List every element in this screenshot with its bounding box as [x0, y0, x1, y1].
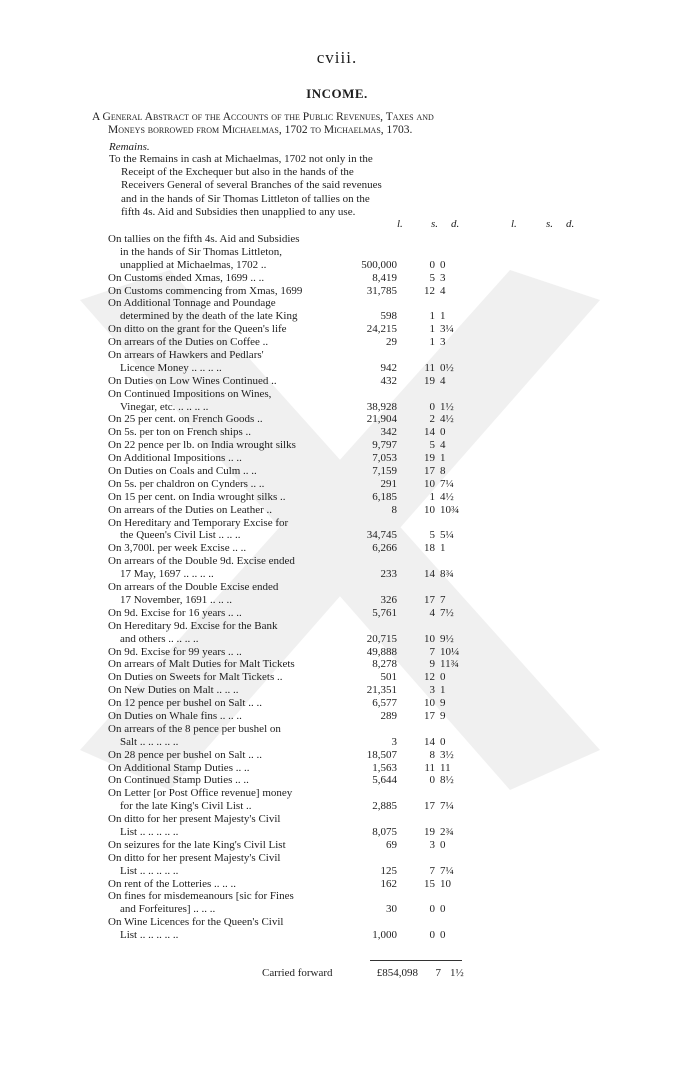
entry-pounds: 8,419 — [372, 271, 397, 284]
entry-pounds: 7,053 — [372, 452, 397, 465]
entry-description-line: On Duties on Whale fins .. .. .. — [108, 709, 242, 722]
carried-forward-label: Carried forward — [262, 967, 333, 979]
entry-shillings: 0 — [429, 774, 435, 787]
entry-description-line: On 5s. per chaldron on Cynders .. .. — [108, 477, 265, 490]
income-entry — [108, 890, 468, 916]
entry-description-line: On Duties on Sweets for Malt Tickets .. — [108, 671, 283, 684]
entry-pence: 0 — [440, 838, 446, 851]
entry-pence: 4 — [440, 374, 446, 387]
entry-description-line: On arrears of Hawkers and Pedlars' — [108, 349, 264, 362]
entry-pence: 7¼ — [440, 864, 454, 877]
income-entry — [108, 375, 468, 388]
entry-pence: 1½ — [440, 400, 454, 413]
entry-description-line: On arrears of the Double Excise ended — [108, 581, 279, 594]
entry-description-line: On arrears of Malt Duties for Malt Tickets — [108, 658, 295, 671]
entry-description-line: On Continued Impositions on Wines, — [108, 387, 272, 400]
entry-shillings: 17 — [424, 800, 435, 813]
income-entry — [108, 774, 468, 787]
income-entry — [108, 646, 468, 659]
entry-shillings: 1 — [429, 323, 435, 336]
income-entry — [108, 916, 468, 942]
income-entry — [108, 413, 468, 426]
income-entry — [108, 723, 468, 749]
abstract-heading — [92, 111, 592, 137]
entry-pence: 7 — [440, 593, 446, 606]
entry-shillings: 10 — [424, 697, 435, 710]
income-entry — [108, 323, 468, 336]
entry-description-line: for the late King's Civil List .. — [120, 800, 252, 813]
entry-shillings: 0 — [429, 400, 435, 413]
remains-heading: Remains. — [109, 141, 150, 153]
entry-pounds: 69 — [386, 838, 397, 851]
entry-description-line: On seizures for the late King's Civil List — [108, 838, 286, 851]
income-entry — [108, 813, 468, 839]
entry-description-line: On ditto for her present Majesty's Civil — [108, 851, 281, 864]
entry-shillings: 1 — [429, 336, 435, 349]
entry-description-line: On arrears of the Double 9d. Excise ended — [108, 555, 295, 568]
entry-description-line: Licence Money .. .. .. .. — [120, 361, 222, 374]
entry-description-line: List .. .. .. .. .. — [120, 825, 179, 838]
income-entry — [108, 852, 468, 878]
entry-shillings: 14 — [424, 568, 435, 581]
entry-pounds: 18,507 — [366, 748, 397, 761]
entry-pence: 5¼ — [440, 529, 454, 542]
income-entries — [108, 233, 468, 942]
entry-description-line: On 15 per cent. on India wrought silks .. — [108, 490, 286, 503]
entry-shillings: 4 — [429, 606, 435, 619]
income-entry — [108, 787, 468, 813]
entry-pence: 11 — [440, 761, 451, 774]
entry-shillings: 0 — [429, 258, 435, 271]
entry-shillings: 5 — [429, 439, 435, 452]
entry-pounds: 125 — [380, 864, 397, 877]
column-header-shillings-2: s. — [546, 218, 554, 230]
entry-pence: 2¾ — [440, 825, 454, 838]
entry-pence: 0 — [440, 735, 446, 748]
income-entry — [108, 671, 468, 684]
entry-pence: 9 — [440, 697, 446, 710]
entry-pence: 9 — [440, 709, 446, 722]
entry-shillings: 1 — [429, 310, 435, 323]
entry-pounds: 500,000 — [361, 258, 397, 271]
entry-description-line: On New Duties on Malt .. .. .. — [108, 684, 239, 697]
entry-description-line: 17 May, 1697 .. .. .. .. — [120, 568, 214, 581]
entry-description-line: On Additional Tonnage and Poundage — [108, 297, 276, 310]
entry-pence: 1 — [440, 684, 446, 697]
entry-shillings: 14 — [424, 735, 435, 748]
entry-description-line: On 5s. per ton on French ships .. — [108, 426, 251, 439]
entry-shillings: 17 — [424, 593, 435, 606]
entry-shillings: 12 — [424, 671, 435, 684]
income-entry — [108, 581, 468, 607]
entry-pounds: 20,715 — [366, 632, 397, 645]
entry-pence: 10 — [440, 877, 451, 890]
entry-pounds: 21,351 — [366, 684, 397, 697]
entry-pence: 3 — [440, 336, 446, 349]
entry-shillings: 19 — [424, 452, 435, 465]
entry-description-line: unapplied at Michaelmas, 1702 .. — [120, 258, 267, 271]
entry-pence: 10¾ — [440, 503, 460, 516]
entry-pounds: 1,000 — [372, 929, 397, 942]
carried-forward-pounds: £854,098 — [376, 967, 418, 979]
income-entry — [108, 517, 468, 543]
entry-shillings: 10 — [424, 477, 435, 490]
entry-description-line: On arrears of the Duties on Coffee .. — [108, 336, 269, 349]
entry-shillings: 5 — [429, 529, 435, 542]
entry-pounds: 8 — [391, 503, 397, 516]
income-entry — [108, 272, 468, 285]
income-entry — [108, 426, 468, 439]
entry-description-line: On 25 per cent. on French Goods .. — [108, 413, 263, 426]
entry-pence: 9½ — [440, 632, 454, 645]
entry-description-line: Salt .. .. .. .. .. — [120, 735, 179, 748]
entry-description-line: On Continued Stamp Duties .. .. — [108, 774, 249, 787]
entry-pounds: 9,797 — [372, 439, 397, 452]
entry-pence: 0 — [440, 671, 446, 684]
entry-shillings: 1 — [429, 490, 435, 503]
entry-pence: 1 — [440, 452, 446, 465]
entry-pounds: 501 — [380, 671, 397, 684]
entry-pounds: 3 — [391, 735, 397, 748]
entry-description-line: 17 November, 1691 .. .. .. — [120, 593, 232, 606]
entry-pounds: 7,159 — [372, 465, 397, 478]
entry-shillings: 17 — [424, 465, 435, 478]
entry-shillings: 18 — [424, 542, 435, 555]
income-entry — [108, 749, 468, 762]
entry-description-line: On Customs commencing from Xmas, 1699 — [108, 284, 303, 297]
entry-pounds: 24,215 — [366, 323, 397, 336]
entry-description-line: in the hands of Sir Thomas Littleton, — [120, 245, 283, 258]
entry-description-line: the Queen's Civil List .. .. .. — [120, 529, 241, 542]
income-entry — [108, 762, 468, 775]
entry-pence: 0 — [440, 903, 446, 916]
entry-description-line: and others .. .. .. .. — [120, 632, 199, 645]
entry-description-line: List .. .. .. .. .. — [120, 864, 179, 877]
entry-pounds: 233 — [380, 568, 397, 581]
entry-pounds: 1,563 — [372, 761, 397, 774]
entry-pounds: 6,185 — [372, 490, 397, 503]
entry-description-line: On arrears of the 8 pence per bushel on — [108, 722, 281, 735]
remains-line: Receivers General of several Branches of the said revenues — [121, 179, 382, 192]
entry-pence: 3¼ — [440, 323, 454, 336]
entry-shillings: 9 — [429, 658, 435, 671]
entry-pounds: 29 — [386, 336, 397, 349]
income-entry — [108, 285, 468, 298]
total-rule — [370, 960, 462, 961]
entry-description-line: On tallies on the fifth 4s. Aid and Subsidies — [108, 233, 300, 245]
entry-description-line: Vinegar, etc. .. .. .. .. — [120, 400, 209, 413]
column-header-pence: d. — [451, 218, 460, 230]
entry-pence: 10¼ — [440, 645, 460, 658]
column-header-pounds: l. — [397, 218, 403, 230]
entry-pounds: 31,785 — [366, 284, 397, 297]
entry-description-line: On 9d. Excise for 99 years .. .. — [108, 645, 242, 658]
remains-line: fifth 4s. Aid and Subsidies then unapplied to any use. — [121, 205, 356, 218]
income-entry — [108, 620, 468, 646]
entry-pence: 8 — [440, 465, 446, 478]
entry-pence: 8¾ — [440, 568, 454, 581]
income-entry — [108, 297, 468, 323]
entry-description-line: determined by the death of the late King — [120, 310, 298, 323]
section-title: INCOME. — [306, 86, 368, 101]
entry-pounds: 6,577 — [372, 697, 397, 710]
remains-line: To the Remains in cash at Michaelmas, 1702 not only in the — [109, 153, 373, 165]
entry-pounds: 291 — [380, 477, 397, 490]
entry-description-line: On 22 pence per lb. on India wrought silks — [108, 439, 296, 452]
entry-pounds: 21,904 — [366, 413, 397, 426]
entry-shillings: 14 — [424, 426, 435, 439]
entry-pence: 0 — [440, 929, 446, 942]
column-header-pence-2: d. — [566, 218, 575, 230]
entry-description-line: On arrears of the Duties on Leather .. — [108, 503, 273, 516]
entry-pounds: 34,745 — [366, 529, 397, 542]
entry-pence: 7¼ — [440, 477, 454, 490]
entry-description-line: On Hereditary 9d. Excise for the Bank — [108, 619, 278, 632]
entry-pounds: 30 — [386, 903, 397, 916]
entry-shillings: 5 — [429, 271, 435, 284]
entry-pence: 8½ — [440, 774, 454, 787]
entry-shillings: 10 — [424, 632, 435, 645]
entry-description-line: On 12 pence per bushel on Salt .. .. — [108, 697, 262, 710]
entry-pounds: 432 — [380, 374, 397, 387]
abstract-line-1: A General Abstract of the Accounts of the Public Revenues, Taxes and — [92, 111, 434, 123]
entry-pounds: 5,644 — [372, 774, 397, 787]
income-entry — [108, 504, 468, 517]
entry-pence: 3 — [440, 271, 446, 284]
entry-pounds: 326 — [380, 593, 397, 606]
income-entry — [108, 452, 468, 465]
remains-line: and in the hands of Sir Thomas Littleton of tallies on the — [121, 192, 370, 205]
income-entry — [108, 697, 468, 710]
entry-shillings: 3 — [429, 838, 435, 851]
entry-shillings: 19 — [424, 374, 435, 387]
entry-pounds: 49,888 — [366, 645, 397, 658]
entry-description-line: On rent of the Lotteries .. .. .. — [108, 877, 236, 890]
entry-pence: 4 — [440, 284, 446, 297]
entry-description-line: On Additional Stamp Duties .. .. — [108, 761, 250, 774]
entry-description-line: On Additional Impositions .. .. — [108, 452, 242, 465]
income-entry — [108, 710, 468, 723]
income-entry — [108, 684, 468, 697]
entry-description-line: and Forfeitures] .. .. .. — [120, 903, 216, 916]
income-entry — [108, 839, 468, 852]
entry-shillings: 7 — [429, 645, 435, 658]
remains-paragraph — [109, 153, 474, 219]
entry-shillings: 2 — [429, 413, 435, 426]
entry-pounds: 8,075 — [372, 825, 397, 838]
entry-pounds: 162 — [380, 877, 397, 890]
entry-pence: 4½ — [440, 490, 454, 503]
entry-pounds: 38,928 — [366, 400, 397, 413]
entry-shillings: 0 — [429, 929, 435, 942]
column-header-shillings: s. — [431, 218, 439, 230]
page-number: cviii. — [316, 48, 358, 67]
entry-shillings: 11 — [424, 361, 435, 374]
entry-pounds: 942 — [380, 361, 397, 374]
income-entry — [108, 465, 468, 478]
entry-pence: 4 — [440, 439, 446, 452]
income-entry — [108, 336, 468, 349]
entry-pounds: 289 — [380, 709, 397, 722]
entry-description-line: On Letter [or Post Office revenue] money — [108, 787, 293, 800]
income-entry — [108, 658, 468, 671]
entry-pence: 7¼ — [440, 800, 454, 813]
income-entry — [108, 349, 468, 375]
entry-shillings: 19 — [424, 825, 435, 838]
entry-pence: 4½ — [440, 413, 454, 426]
entry-description-line: On 9d. Excise for 16 years .. .. — [108, 606, 242, 619]
income-entry — [108, 607, 468, 620]
income-entry — [108, 388, 468, 414]
entry-pence: 3½ — [440, 748, 454, 761]
entry-pounds: 2,885 — [372, 800, 397, 813]
entry-description-line: On Wine Licences for the Queen's Civil — [108, 916, 284, 929]
entry-description-line: On ditto on the grant for the Queen's life — [108, 323, 287, 336]
entry-description-line: On Hereditary and Temporary Excise for — [108, 516, 289, 529]
entry-pence: 7½ — [440, 606, 454, 619]
income-entry — [108, 878, 468, 891]
income-entry — [108, 555, 468, 581]
entry-shillings: 12 — [424, 284, 435, 297]
entry-pence: 0 — [440, 426, 446, 439]
entry-shillings: 3 — [429, 684, 435, 697]
entry-pounds: 598 — [380, 310, 397, 323]
income-entry — [108, 542, 468, 555]
entry-shillings: 10 — [424, 503, 435, 516]
entry-shillings: 17 — [424, 709, 435, 722]
entry-pounds: 5,761 — [372, 606, 397, 619]
entry-pence: 1 — [440, 542, 446, 555]
income-entry — [108, 439, 468, 452]
carried-forward-pence: 1½ — [450, 967, 464, 979]
entry-pounds: 8,278 — [372, 658, 397, 671]
entry-description-line: On Duties on Low Wines Continued .. — [108, 374, 277, 387]
income-entry — [108, 491, 468, 504]
entry-pence: 1 — [440, 310, 446, 323]
entry-shillings: 0 — [429, 903, 435, 916]
entry-shillings: 7 — [429, 864, 435, 877]
column-header-pounds-2: l. — [511, 218, 517, 230]
entry-pence: 0 — [440, 258, 446, 271]
remains-line: Receipt of the Exchequer but also in the hands of the — [121, 166, 354, 179]
income-entry — [108, 478, 468, 491]
entry-shillings: 11 — [424, 761, 435, 774]
entry-pounds: 6,266 — [372, 542, 397, 555]
income-entry — [108, 233, 468, 272]
entry-shillings: 8 — [429, 748, 435, 761]
entry-description-line: On ditto for her present Majesty's Civil — [108, 813, 281, 826]
entry-shillings: 15 — [424, 877, 435, 890]
entry-description-line: On fines for misdemeanours [sic for Fines — [108, 890, 294, 903]
entry-pounds: 342 — [380, 426, 397, 439]
abstract-line-2: Moneys borrowed from Michaelmas, 1702 to Michaelmas, 1703. — [108, 124, 413, 136]
entry-description-line: On Duties on Coals and Culm .. .. — [108, 465, 257, 478]
entry-description-line: On 3,700l. per week Excise .. .. — [108, 542, 247, 555]
entry-description-line: On Customs ended Xmas, 1699 .. .. — [108, 271, 265, 284]
entry-pence: 0½ — [440, 361, 454, 374]
carried-forward-shillings: 7 — [435, 967, 441, 979]
entry-pence: 11¾ — [440, 658, 459, 671]
entry-description-line: List .. .. .. .. .. — [120, 929, 179, 942]
entry-description-line: On 28 pence per bushel on Salt .. .. — [108, 748, 262, 761]
